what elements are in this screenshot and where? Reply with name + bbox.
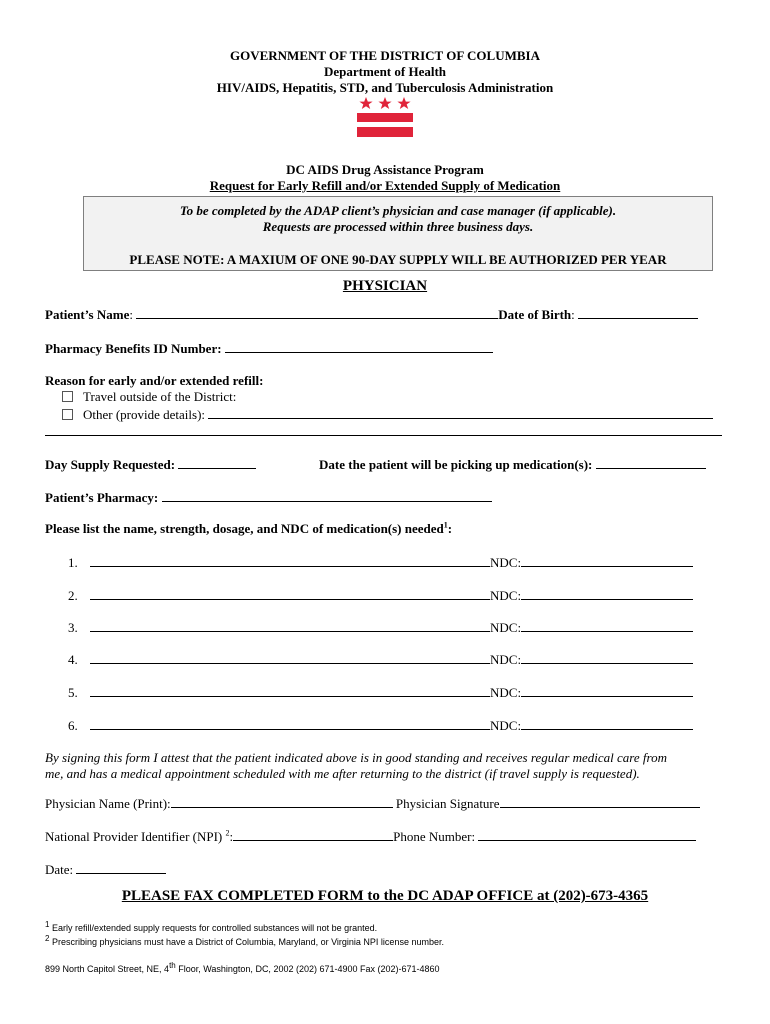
- attestation-line-2: me, and has a medical appointment scheduled with me after returning to the district (if travel supply is requested).: [45, 766, 640, 781]
- address-sup: th: [169, 961, 176, 970]
- option-travel[interactable]: [62, 389, 236, 405]
- flag-star-1: [359, 97, 372, 109]
- notice-box: [83, 196, 713, 271]
- pickup-date-row: [319, 456, 706, 473]
- pharmacy-row: [45, 489, 492, 506]
- physician-signature-field[interactable]: [500, 795, 700, 808]
- ndc-label: NDC:: [490, 685, 522, 700]
- physician-name-field[interactable]: [171, 795, 393, 808]
- ndc-label: NDC:: [490, 555, 522, 570]
- date-field[interactable]: [76, 861, 166, 874]
- date-row: [45, 861, 166, 878]
- med-row-number: 1.: [68, 555, 78, 570]
- pickup-date-label: Date the patient will be picking up medication(s):: [319, 457, 593, 472]
- pharmacy-id-field[interactable]: [225, 340, 493, 353]
- option-other-label: Other (provide details):: [83, 407, 206, 422]
- med-list-label: [45, 521, 452, 537]
- med-list-text: Please list the name, strength, dosage, and NDC of medication(s) needed: [45, 521, 444, 536]
- office-address: [45, 961, 440, 974]
- footnote-1-text: Early refill/extended supply requests for controlled substances will not be granted.: [51, 923, 378, 933]
- ndc-field[interactable]: [521, 651, 693, 664]
- ndc-field[interactable]: [521, 554, 693, 567]
- header-administration: HIV/AIDS, Hepatitis, STD, and Tuberculosis Administration: [216, 80, 554, 95]
- flag-star-3: [397, 97, 410, 109]
- patient-name-row: Patient’s Name: Date of Birth:: [45, 306, 698, 323]
- med-list-colon: :: [447, 521, 453, 536]
- pharmacy-label: Patient’s Pharmacy:: [45, 490, 159, 505]
- med-list-footnote-ref: 1: [443, 520, 448, 530]
- physician-name-label: Physician Name (Print):: [45, 796, 171, 811]
- npi-field[interactable]: [233, 828, 393, 841]
- flag-star-2: [378, 97, 391, 109]
- physician-signature-label: Physician Signature: [395, 796, 500, 811]
- header-department: Department of Health: [323, 64, 447, 79]
- med-row-number: 5.: [68, 685, 78, 700]
- npi-colon: :: [229, 829, 234, 844]
- travel-checkbox[interactable]: [62, 391, 73, 402]
- footnote-1-number: 1: [45, 920, 50, 929]
- flag-bar-bottom: [357, 127, 413, 137]
- patient-name-label: Patient’s Name: [45, 307, 130, 322]
- med-row: [68, 684, 693, 701]
- med-row: [68, 619, 693, 636]
- physician-row: [45, 795, 700, 812]
- phone-label: Phone Number:: [393, 829, 476, 844]
- med-name-field[interactable]: [90, 651, 490, 664]
- section-title-physician: PHYSICIAN: [342, 278, 428, 294]
- notice-line-2: Requests are processed within three business days.: [262, 219, 534, 234]
- flag-bar-top: [357, 113, 413, 122]
- day-supply-row: [45, 456, 256, 473]
- med-name-field[interactable]: [90, 587, 490, 600]
- address-part-1: 899 North Capitol Street, NE, 4: [45, 964, 170, 974]
- med-row: [68, 651, 693, 668]
- ndc-label: NDC:: [490, 588, 522, 603]
- npi-label: National Provider Identifier (NPI): [45, 829, 223, 844]
- npi-footnote-ref: 2: [225, 828, 230, 838]
- ndc-label: NDC:: [490, 652, 522, 667]
- med-row-number: 4.: [68, 652, 78, 667]
- footnote-2-number: 2: [45, 934, 50, 943]
- notice-line-1: To be completed by the ADAP client’s physician and case manager (if applicable).: [179, 203, 617, 218]
- pharmacy-id-row: [45, 340, 493, 357]
- med-row-number: 3.: [68, 620, 78, 635]
- patient-name-field[interactable]: [136, 306, 498, 319]
- address-part-2: Floor, Washington, DC, 2002 (202) 671-4900 Fax (202)-671-4860: [175, 964, 440, 974]
- attestation-line-1: By signing this form I attest that the patient indicated above is in good standing and receives regular medical care from: [45, 750, 667, 765]
- med-name-field[interactable]: [90, 619, 490, 632]
- header-government: GOVERNMENT OF THE DISTRICT OF COLUMBIA: [229, 48, 540, 63]
- pickup-date-field[interactable]: [596, 456, 706, 469]
- ndc-label: NDC:: [490, 718, 522, 733]
- dc-flag-logo: [356, 96, 414, 140]
- med-row: [68, 554, 693, 571]
- med-row: [68, 587, 693, 604]
- footnote-2: [45, 934, 444, 947]
- med-row: [68, 717, 693, 734]
- reason-label: Reason for early and/or extended refill:: [45, 373, 264, 388]
- option-travel-label: Travel outside of the District:: [83, 389, 237, 404]
- npi-row: [45, 828, 696, 845]
- dob-field[interactable]: [578, 306, 698, 319]
- program-subtitle: Request for Early Refill and/or Extended Supply of Medication: [209, 178, 561, 193]
- ndc-field[interactable]: [521, 717, 693, 730]
- fax-instruction: PLEASE FAX COMPLETED FORM to the DC ADAP OFFICE at (202)-673-4365: [121, 888, 649, 904]
- notice-note: PLEASE NOTE: A MAXIUM OF ONE 90-DAY SUPPLY WILL BE AUTHORIZED PER YEAR: [129, 252, 667, 267]
- med-name-field[interactable]: [90, 717, 490, 730]
- day-supply-label: Day Supply Requested:: [45, 457, 176, 472]
- ndc-field[interactable]: [521, 684, 693, 697]
- other-details-field[interactable]: [208, 406, 713, 419]
- ndc-field[interactable]: [521, 587, 693, 600]
- day-supply-field[interactable]: [178, 456, 256, 469]
- footnote-2-text: Prescribing physicians must have a District of Columbia, Maryland, or Virginia NPI license number.: [51, 937, 444, 947]
- program-title: DC AIDS Drug Assistance Program: [286, 162, 484, 177]
- other-checkbox[interactable]: [62, 409, 73, 420]
- pharmacy-id-label: Pharmacy Benefits ID Number:: [45, 341, 222, 356]
- ndc-field[interactable]: [521, 619, 693, 632]
- ndc-label: NDC:: [490, 620, 522, 635]
- date-label: Date:: [45, 862, 74, 877]
- pharmacy-field[interactable]: [162, 489, 492, 502]
- med-name-field[interactable]: [90, 554, 490, 567]
- other-details-field-2[interactable]: [45, 423, 722, 436]
- med-row-number: 6.: [68, 718, 78, 733]
- med-row-number: 2.: [68, 588, 78, 603]
- dob-label: Date of Birth: [498, 307, 572, 322]
- med-name-field[interactable]: [90, 684, 490, 697]
- option-other[interactable]: [62, 406, 713, 423]
- footnote-1: [45, 920, 378, 933]
- phone-field[interactable]: [478, 828, 696, 841]
